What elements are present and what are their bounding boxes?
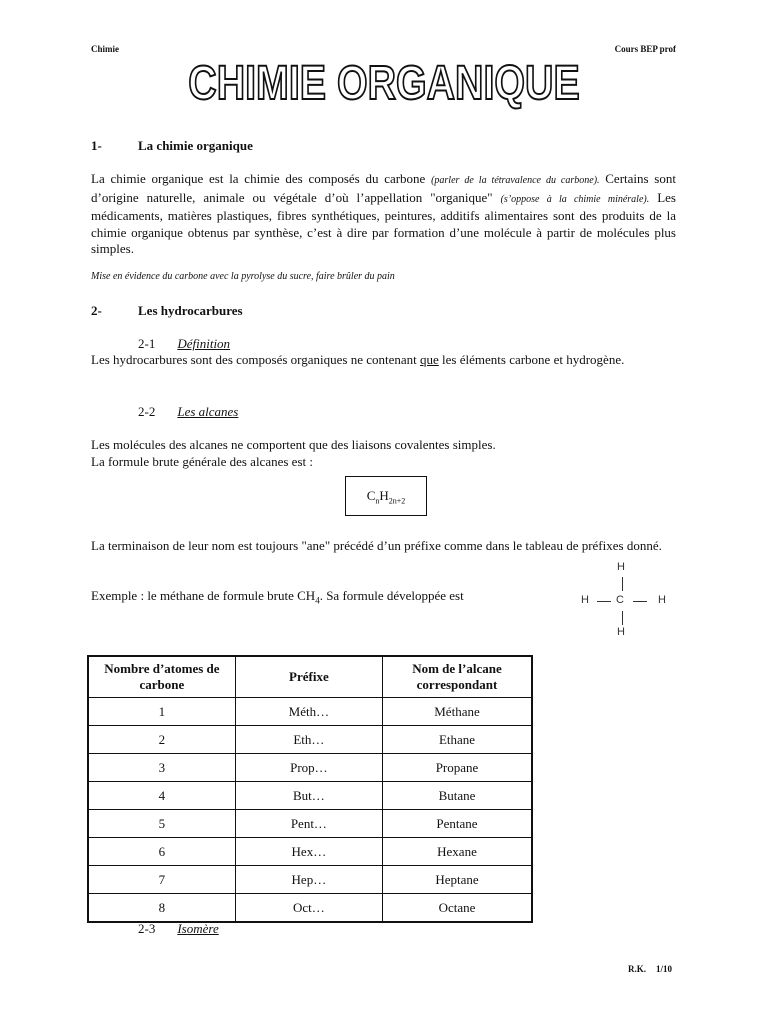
table-cell: But… bbox=[235, 782, 382, 810]
section-1-paragraph bbox=[91, 171, 676, 258]
molecule-c-center: C bbox=[616, 594, 624, 606]
table-cell: 4 bbox=[88, 782, 235, 810]
column-header: Préfixe bbox=[235, 656, 382, 698]
section-2-title: Les hydrocarbures bbox=[138, 303, 243, 318]
column-header: Nombre d’atomes de carbone bbox=[88, 656, 235, 698]
bond-right bbox=[633, 601, 647, 602]
paragraph-aside: (s’oppose à la chimie minérale). bbox=[500, 193, 650, 205]
molecule-h-right: H bbox=[658, 594, 666, 606]
table-cell: Eth… bbox=[235, 726, 382, 754]
subsection-label: Les alcanes bbox=[177, 404, 239, 419]
footer-author: R.K. bbox=[628, 964, 646, 974]
table-cell: Ethane bbox=[382, 726, 532, 754]
table-cell: 7 bbox=[88, 866, 235, 894]
formula-index-n: n bbox=[375, 496, 380, 506]
table-cell: Octane bbox=[382, 894, 532, 923]
suffix-paragraph: La terminaison de leur nom est toujours "ane" précédé d’un préfixe comme dans le tableau de préfixes donné. bbox=[91, 538, 662, 553]
bond-top bbox=[622, 577, 623, 591]
emphasis-word: que bbox=[420, 352, 439, 367]
table-cell: Propane bbox=[382, 754, 532, 782]
table-row bbox=[88, 866, 532, 894]
formula-carbon: C bbox=[366, 488, 376, 503]
subsection-number: 2-2 bbox=[138, 404, 156, 419]
subsection-2-1-heading bbox=[138, 336, 230, 352]
page-title: CHIMIE ORGANIQUE bbox=[188, 57, 580, 110]
subsection-2-3-heading bbox=[138, 921, 219, 937]
alkanes-table bbox=[87, 655, 533, 923]
paragraph-text: Certains sont d’origine naturelle, animale ou végétale d’où l’appellation "organique" bbox=[91, 171, 676, 205]
table-cell: 3 bbox=[88, 754, 235, 782]
section-2-number: 2- bbox=[91, 303, 102, 318]
table-cell: Pent… bbox=[235, 810, 382, 838]
table-cell: Heptane bbox=[382, 866, 532, 894]
formula-index-2n2: 2n+2 bbox=[388, 496, 406, 506]
subsection-label: Isomère bbox=[177, 921, 219, 936]
table-row bbox=[88, 698, 532, 726]
table-header-row bbox=[88, 656, 532, 698]
molecule-h-top: H bbox=[617, 561, 625, 573]
formula-hydrogen: H bbox=[379, 488, 389, 503]
table-cell: 8 bbox=[88, 894, 235, 923]
example-text: Exemple : le méthane de formule brute CH bbox=[91, 588, 316, 603]
table-row bbox=[88, 894, 532, 923]
table-row bbox=[88, 782, 532, 810]
table-cell: 1 bbox=[88, 698, 235, 726]
paragraph-text: Les hydrocarbures sont des composés organiques ne contenant bbox=[91, 352, 421, 367]
subsection-number: 2-1 bbox=[138, 336, 156, 351]
table-cell: 6 bbox=[88, 838, 235, 866]
table-row bbox=[88, 754, 532, 782]
table-row bbox=[88, 838, 532, 866]
table-cell: 5 bbox=[88, 810, 235, 838]
table-row bbox=[88, 810, 532, 838]
alkanes-line-2: La formule brute générale des alcanes est : bbox=[91, 454, 313, 469]
paragraph-text: Les médicaments, matières plastiques, fibres synthétiques, peintures, additifs alimentaires sont des produits de la chimie organique obtenus par synthèse, c’est à dire par formation d’une molécule à partir de molécules plus simples. bbox=[91, 189, 676, 256]
table-cell: Hexane bbox=[382, 838, 532, 866]
table-cell: Butane bbox=[382, 782, 532, 810]
alkanes-line-1: Les molécules des alcanes ne comportent que des liaisons covalentes simples. bbox=[91, 437, 496, 452]
footer-page-number: 1/10 bbox=[656, 964, 673, 974]
table-cell: Pentane bbox=[382, 810, 532, 838]
example-text: . Sa formule développée est bbox=[319, 588, 464, 603]
paragraph-aside: (parler de la tétravalence du carbone). bbox=[431, 175, 600, 186]
definition-paragraph bbox=[91, 352, 676, 369]
paragraph-text: les éléments carbone et hydrogène. bbox=[438, 352, 625, 367]
table-cell: Hep… bbox=[235, 866, 382, 894]
teacher-note: Mise en évidence du carbone avec la pyrolyse du sucre, faire brûler du pain bbox=[91, 271, 395, 282]
table-cell: Oct… bbox=[235, 894, 382, 923]
section-1-number: 1- bbox=[91, 138, 102, 153]
table-cell: 2 bbox=[88, 726, 235, 754]
table-row bbox=[88, 726, 532, 754]
header-course: Cours BEP prof bbox=[614, 44, 676, 54]
table-cell: Méth… bbox=[235, 698, 382, 726]
example-subscript: 4 bbox=[315, 595, 320, 606]
table-cell: Prop… bbox=[235, 754, 382, 782]
section-1-title: La chimie organique bbox=[138, 138, 253, 153]
column-header: Nom de l’alcane correspondant bbox=[382, 656, 532, 698]
general-formula-box bbox=[345, 476, 427, 516]
table-cell: Méthane bbox=[382, 698, 532, 726]
header-subject: Chimie bbox=[91, 44, 119, 54]
subsection-2-2-heading bbox=[138, 404, 238, 420]
molecule-h-left: H bbox=[581, 594, 589, 606]
methane-example bbox=[91, 588, 541, 609]
subsection-number: 2-3 bbox=[138, 921, 156, 936]
table-cell: Hex… bbox=[235, 838, 382, 866]
bond-bottom bbox=[622, 611, 623, 625]
section-2-heading bbox=[91, 303, 243, 319]
section-1-heading bbox=[91, 138, 253, 154]
paragraph-text: La chimie organique est la chimie des composés du carbone bbox=[91, 171, 432, 186]
subsection-label: Définition bbox=[177, 336, 231, 351]
molecule-h-bottom: H bbox=[617, 626, 625, 638]
bond-left bbox=[597, 601, 611, 602]
